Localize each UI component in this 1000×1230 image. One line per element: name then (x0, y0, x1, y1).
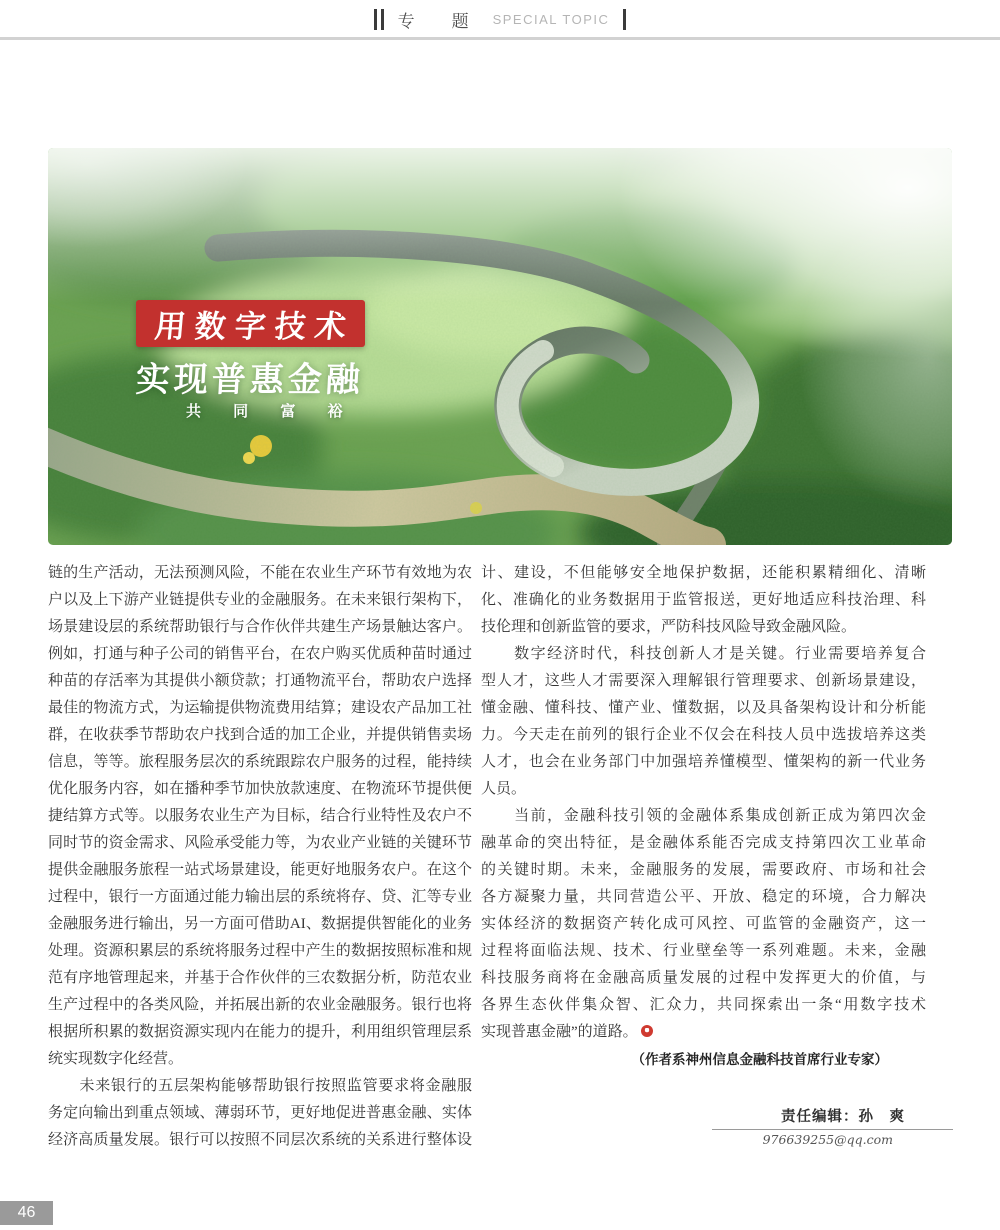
editor-underline (712, 1129, 953, 1130)
text-line: 未来银行的五层架构能够帮助银行按照监管要求将金融服 (48, 1078, 472, 1094)
text-line: 当前，金融科技引领的金融体系集成创新正成为第四次金 (481, 808, 926, 824)
article-column-left (48, 560, 472, 1154)
text-line: 科技服务商将在金融高质量发展的过程中发挥更大的价值，与 (481, 970, 926, 986)
section-title-cn: 专 题 (397, 11, 479, 31)
editor-email: 976639255@qq.com (762, 1132, 893, 1147)
text-line: 务定向输出到重点领域、薄弱环节，更好地促进普惠金融、实体 (48, 1105, 472, 1121)
hero-subtitle: 共 同 富 裕 (186, 403, 357, 420)
text-line: 金融服务进行输出，另一方面可借助AI、数据提供智能化的业务 (48, 916, 472, 932)
text-line: 最佳的物流方式，为运输提供物流费用结算；建设农产品加工社 (48, 700, 472, 716)
text-line: 同时节的资金需求、风险承受能力等，为农业产业链的关键环节 (48, 835, 472, 851)
editor-credit: 责任编辑：孙 爽 (781, 1109, 905, 1125)
text-line: 处理。资源积累层的系统将服务过程中产生的数据按照标准和规 (48, 943, 472, 959)
text-line: 生产过程中的各类风险，并拓展出新的农业金融服务。银行也将 (48, 997, 472, 1013)
article-end-mark-icon (641, 1025, 653, 1037)
text-line: 各方凝聚力量，共同营造公平、开放、稳定的环境，合力解决 (481, 889, 926, 905)
article-column-right (481, 560, 926, 1073)
text-line: 优化服务内容，如在播种季节加快放款速度、在物流环节提供便 (48, 781, 472, 797)
text-line: 户以及上下游产业链提供专业的金融服务。在未来银行架构下， (48, 592, 472, 608)
text-line: 力。今天走在前列的银行企业不仅会在科技人员中选拔培养这类 (481, 727, 926, 743)
section-title-en: SPECIAL TOPIC (492, 11, 610, 27)
text-line: 人才，也会在业务部门中加强培养懂模型、懂架构的新一代业务 (481, 754, 926, 770)
hero-title-line1: 用数字技术 (153, 309, 357, 344)
text-line: 统实现数字化经营。 (48, 1051, 184, 1067)
hero-photo (48, 148, 952, 545)
text-line: 捷结算方式等。以服务农业生产为目标，结合行业特性及农户不 (48, 808, 472, 824)
text-line: 各界生态伙伴集众智、汇众力，共同探索出一条“用数字技术 (481, 997, 926, 1013)
page-header (0, 4, 1000, 34)
editor-block (700, 1105, 953, 1147)
text-line: 的关键时期。未来，金融服务的发展，需要政府、市场和社会 (481, 862, 926, 878)
header-rule (0, 37, 1000, 40)
author-note: （作者系神州信息金融科技首席行业专家） (631, 1052, 888, 1067)
header-double-bar-icon (374, 9, 384, 30)
text-line: 信息，等等。旅程服务层次的系统跟踪农户服务的过程，能持续 (48, 754, 472, 770)
text-line: 提供金融服务旅程一站式场景建设，能更好地服务农户。在这个 (48, 862, 472, 878)
text-line: 计、建设，不但能够安全地保护数据，还能积累精细化、清晰 (481, 565, 926, 581)
text-line: 技伦理和创新监管的要求，严防科技风险导致金融风险。 (481, 619, 857, 635)
text-line: 实体经济的数据资产转化成可风控、可监管的金融资产，这一 (481, 916, 926, 932)
hero-title-red-banner (136, 300, 365, 347)
text-line: 例如，打通与种子公司的销售平台，在农户购买优质种苗时通过 (48, 646, 472, 662)
text-line: 实现普惠金融”的道路。 (481, 1019, 926, 1046)
text-line: 场景建设层的系统帮助银行与合作伙伴共建生产场景触达客户。 (48, 619, 472, 635)
text-line: 种苗的存活率为其提供小额贷款；打通物流平台，帮助农户选择 (48, 673, 472, 689)
text-line: 链的生产活动，无法预测风险，不能在农业生产环节有效地为农 (48, 565, 472, 581)
text-line: 范有序地管理起来，并基于合作伙伴的三农数据分析，防范农业 (48, 970, 472, 986)
text-line: 过程中，银行一方面通过能力输出层的系统将存、贷、汇等专业 (48, 889, 472, 905)
text-line: 经济高质量发展。银行可以按照不同层次系统的关系进行整体设 (48, 1132, 472, 1148)
text-line: 群，在收获季节帮助农户找到合适的加工企业，并提供销售卖场 (48, 727, 472, 743)
text-line: 懂金融、懂科技、懂产业、懂数据，以及具备架构设计和分析能 (481, 700, 926, 716)
text-line: 根据所积累的数据资源实现内在能力的提升，利用组织管理层系 (48, 1024, 472, 1040)
header-single-bar-icon (623, 9, 626, 30)
text-line: 融革命的突出特征，是金融体系能否完成支持第四次工业革命 (481, 835, 926, 851)
page-number-badge: 46 (0, 1201, 53, 1225)
text-line: 型人才，这些人才需要深入理解银行管理要求、创新场景建设， (481, 673, 926, 689)
text-line: 数字经济时代，科技创新人才是关键。行业需要培养复合 (481, 646, 926, 662)
text-line: 化、准确化的业务数据用于监管报送，更好地适应科技治理、科 (481, 592, 926, 608)
hero-title-line2: 实现普惠金融 (134, 361, 365, 399)
text-line: 人员。 (481, 781, 527, 797)
text-line: 过程将面临法规、技术、行业壁垒等一系列难题。未来，金融 (481, 943, 926, 959)
